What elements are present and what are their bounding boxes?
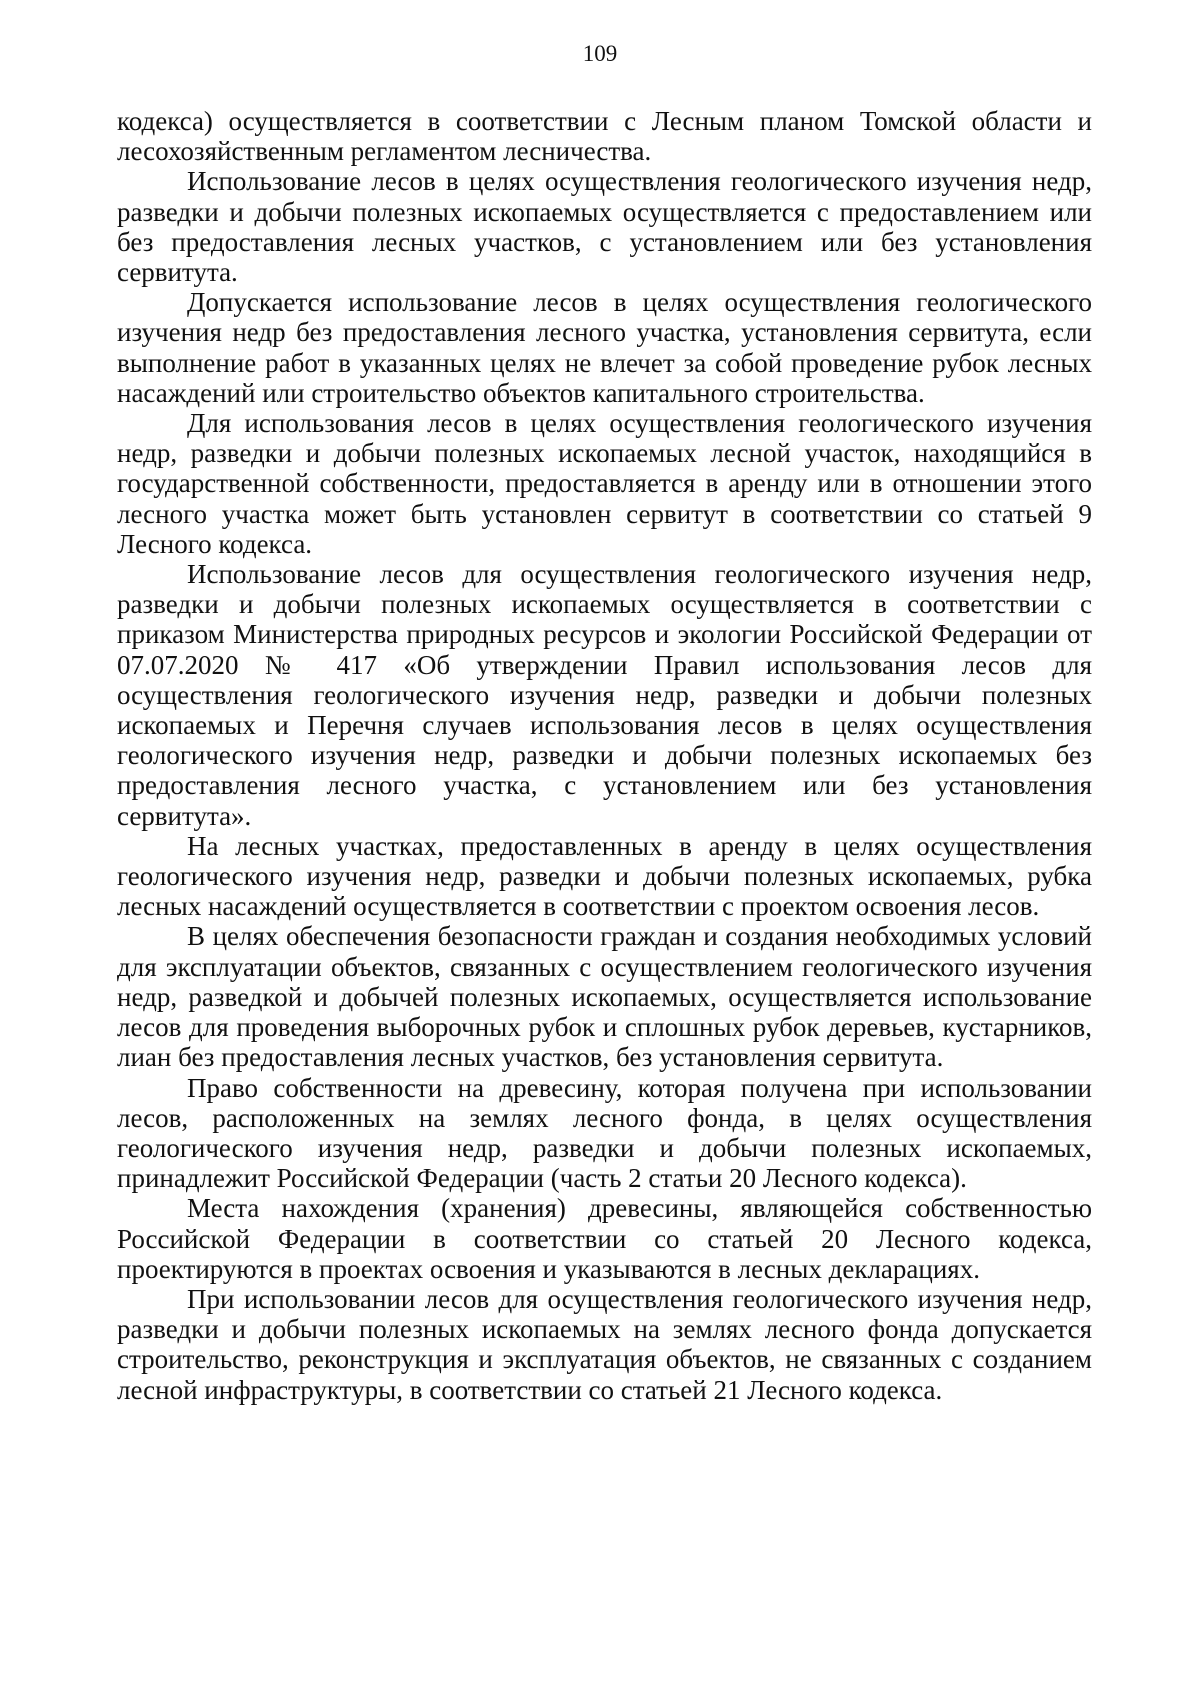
paragraph: Для использования лесов в целях осуществления геологического изучения недр, разведки и добычи полезных ископаемых лесной участок, находящийся в государственной собственности, предоставляется в аренду или в отношении этого лесного участка может быть установлен сервитут в соответствии со статьей 9 Лесного кодекса.: [117, 408, 1092, 559]
paragraph: Право собственности на древесину, которая получена при использовании лесов, расположенных на землях лесного фонда, в целях осуществления геологического изучения недр, разведки и добычи полезных ископаемых, принадлежит Российской Федерации (часть 2 статьи 20 Лесного кодекса).: [117, 1072, 1092, 1194]
paragraph: В целях обеспечения безопасности граждан и создания необходимых условий для эксплуатации объектов, связанных с осуществлением геологического изучения недр, разведкой и добычей полезных ископаемых, осуществляется использование лесов для проведения выборочных рубок и сплошных рубок деревьев, кустарников, лиан без предоставления лесных участков, без установления сервитута.: [117, 921, 1092, 1073]
paragraph: Использование лесов в целях осуществления геологического изучения недр, разведки и добычи полезных ископаемых осуществляется с предоставлением или без предоставления лесных участков, с установлением или без установления сервитута.: [117, 166, 1092, 288]
paragraph: Допускается использование лесов в целях осуществления геологического изучения недр без предоставления лесного участка, установления сервитута, если выполнение работ в указанных целях не влечет за собой проведение рубок лесных насаждений или строительство объектов капитального строительства.: [117, 287, 1092, 408]
paragraph: При использовании лесов для осуществления геологического изучения недр, разведки и добычи полезных ископаемых на землях лесного фонда допускается строительство, реконструкция и эксплуатация объектов, не связанных с созданием лесной инфраструктуры, в соответствии со статьей 21 Лесного кодекса.: [117, 1283, 1092, 1405]
paragraph-continuation: кодекса) осуществляется в соответствии с Лесным планом Томской области и лесохозяйственным регламентом лесничества.: [117, 106, 1092, 167]
paragraph: Использование лесов для осуществления геологического изучения недр, разведки и добычи полезных ископаемых осуществляется в соответствии с приказом Министерства природных ресурсов и экологии Российской Федерации от 07.07.2020 № 417 «Об утверждении Правил использования лесов для осуществления геологического изучения недр, разведки и добычи полезных ископаемых и Перечня случаев использования лесов в целях осуществления геологического изучения недр, разведки и добычи полезных ископаемых без предоставления лесного участка, с установлением или без установления сервитута».: [117, 559, 1092, 831]
page-number: 109: [582, 41, 618, 66]
document-body: [117, 106, 1092, 1405]
paragraph: Места нахождения (хранения) древесины, являющейся собственностью Российской Федерации в соответствии со статьей 20 Лесного кодекса, проектируются в проектах освоения и указываются в лесных декларациях.: [117, 1193, 1092, 1284]
paragraph: На лесных участках, предоставленных в аренду в целях осуществления геологического изучения недр, разведки и добычи полезных ископаемых, рубка лесных насаждений осуществляется в соответствии с проектом освоения лесов.: [117, 830, 1092, 922]
